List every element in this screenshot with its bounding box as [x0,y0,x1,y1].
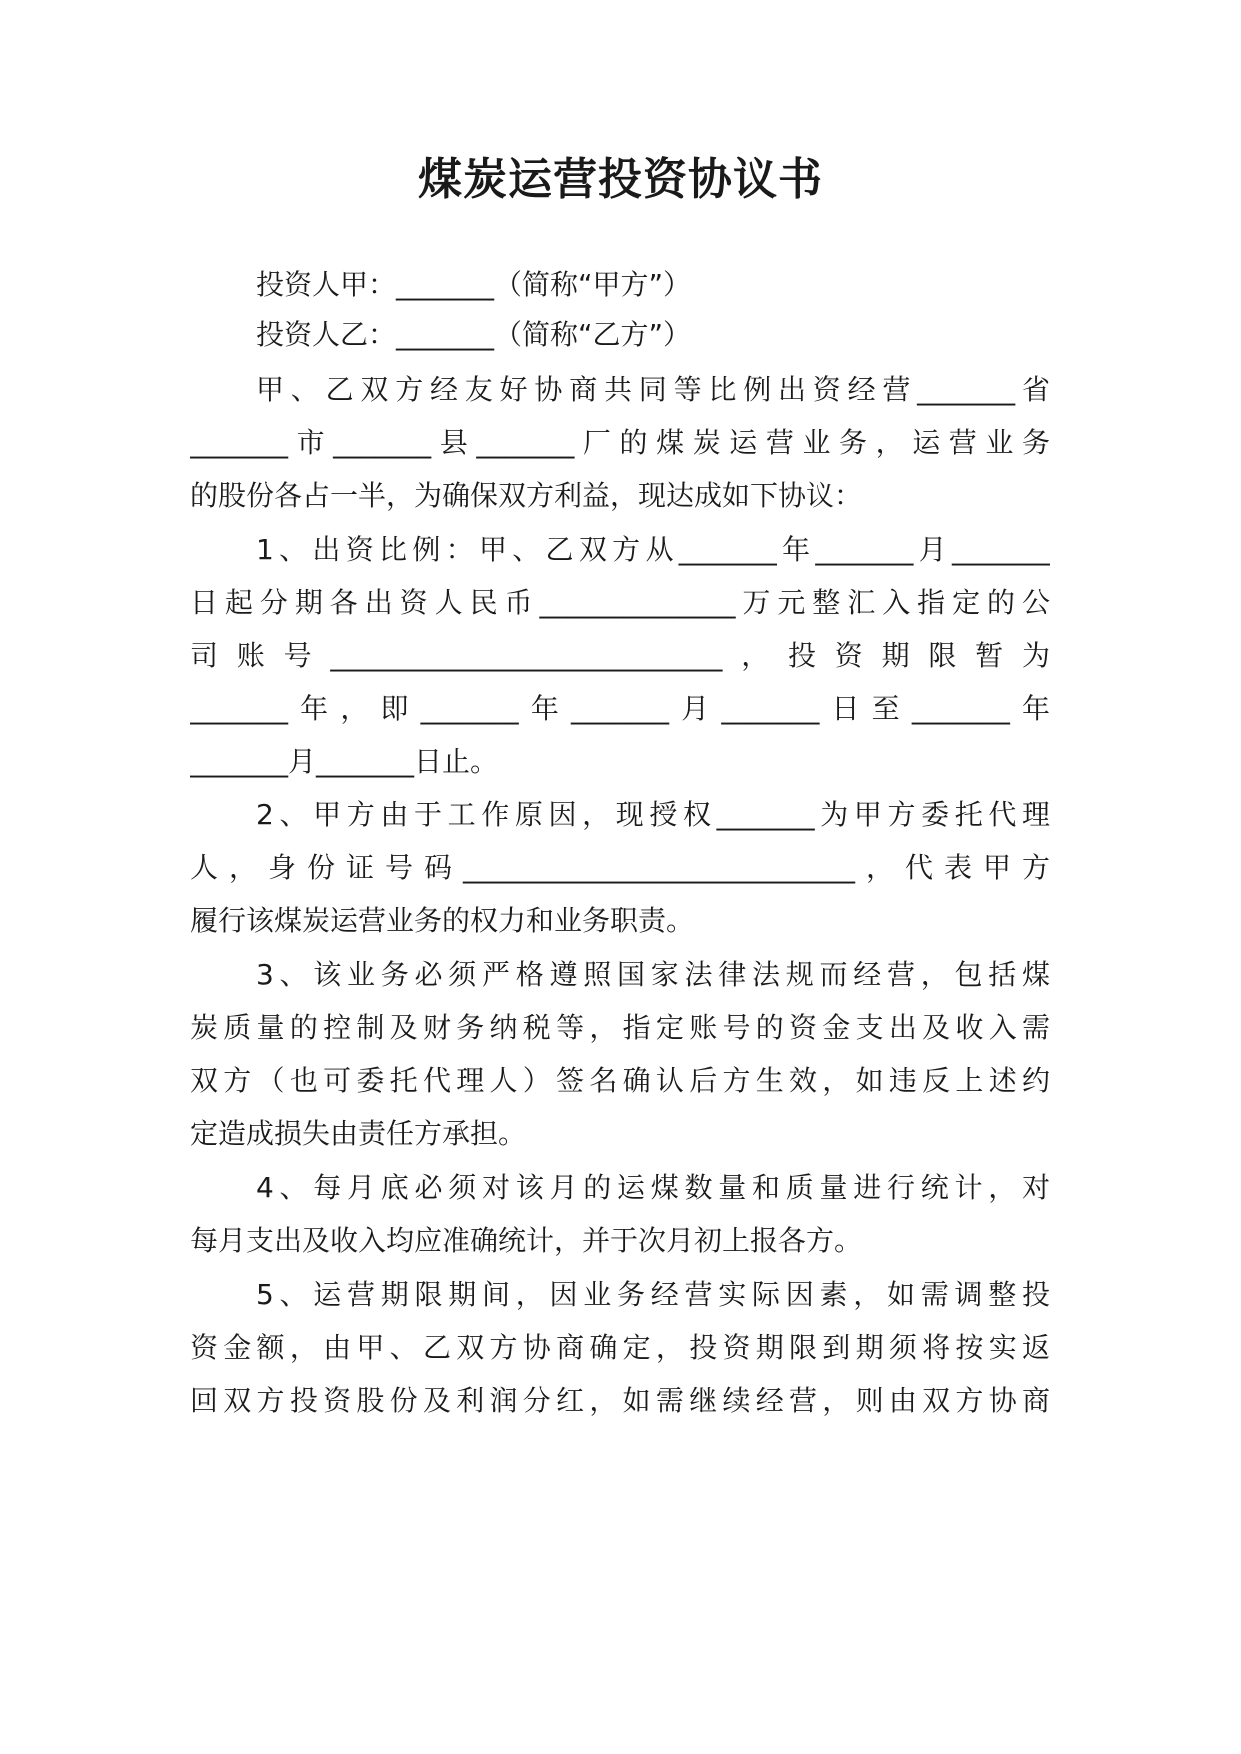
clause-5-line-3: 回双方投资股份及利润分红，如需继续经营，则由双方协商 [190,1384,1050,1417]
clause-1-line-5: _______月_______日止。 [190,745,499,778]
clause-4-line-1: 4、每月底必须对该月的运煤数量和质量进行统计，对 [256,1171,1050,1204]
clause-3-line-4: 定造成损失由责任方承担。 [190,1117,527,1150]
preamble-line-2: _______市_______县_______厂的煤炭运营业务，运营业务 [190,426,1050,459]
clause-2-line-2: 人，身份证号码____________________________，代表甲方 [190,851,1050,884]
preamble-line-3: 的股份各占一半，为确保双方利益，现达成如下协议： [190,479,863,512]
clause-1-line-3: 司账号____________________________，投资期限暂为 [190,639,1050,672]
clause-5-line-1: 5、运营期限期间，因业务经营实际因素，如需调整投 [256,1278,1050,1311]
clause-3-line-2: 炭质量的控制及财务纳税等，指定账号的资金支出及收入需 [190,1011,1050,1044]
party-a-line: 投资人甲：_______（简称“甲方”） [256,268,692,301]
clause-4-line-2: 每月支出及收入均应准确统计，并于次月初上报各方。 [190,1224,863,1257]
preamble-line-1: 甲、乙双方经友好协商共同等比例出资经营_______省 [256,373,1050,406]
clause-1-line-1: 1、出资比例：甲、乙双方从_______年_______月_______ [256,533,1050,566]
party-b-line: 投资人乙：_______（简称“乙方”） [256,318,692,351]
clause-2-line-1: 2、甲方由于工作原因，现授权_______为甲方委托代理 [256,798,1050,831]
clause-2-line-3: 履行该煤炭运营业务的权力和业务职责。 [190,904,695,937]
clause-3-line-3: 双方（也可委托代理人）签名确认后方生效，如违反上述约 [190,1064,1050,1097]
clause-1-line-2: 日起分期各出资人民币______________万元整汇入指定的公 [190,586,1050,619]
clause-1-line-4: _______年，即_______年_______月_______日至_______年 [190,692,1050,725]
clause-5-line-2: 资金额，由甲、乙双方协商确定，投资期限到期须将按实返 [190,1331,1050,1364]
document-title: 煤炭运营投资协议书 [418,154,823,205]
clause-3-line-1: 3、该业务必须严格遵照国家法律法规而经营，包括煤 [256,958,1050,991]
